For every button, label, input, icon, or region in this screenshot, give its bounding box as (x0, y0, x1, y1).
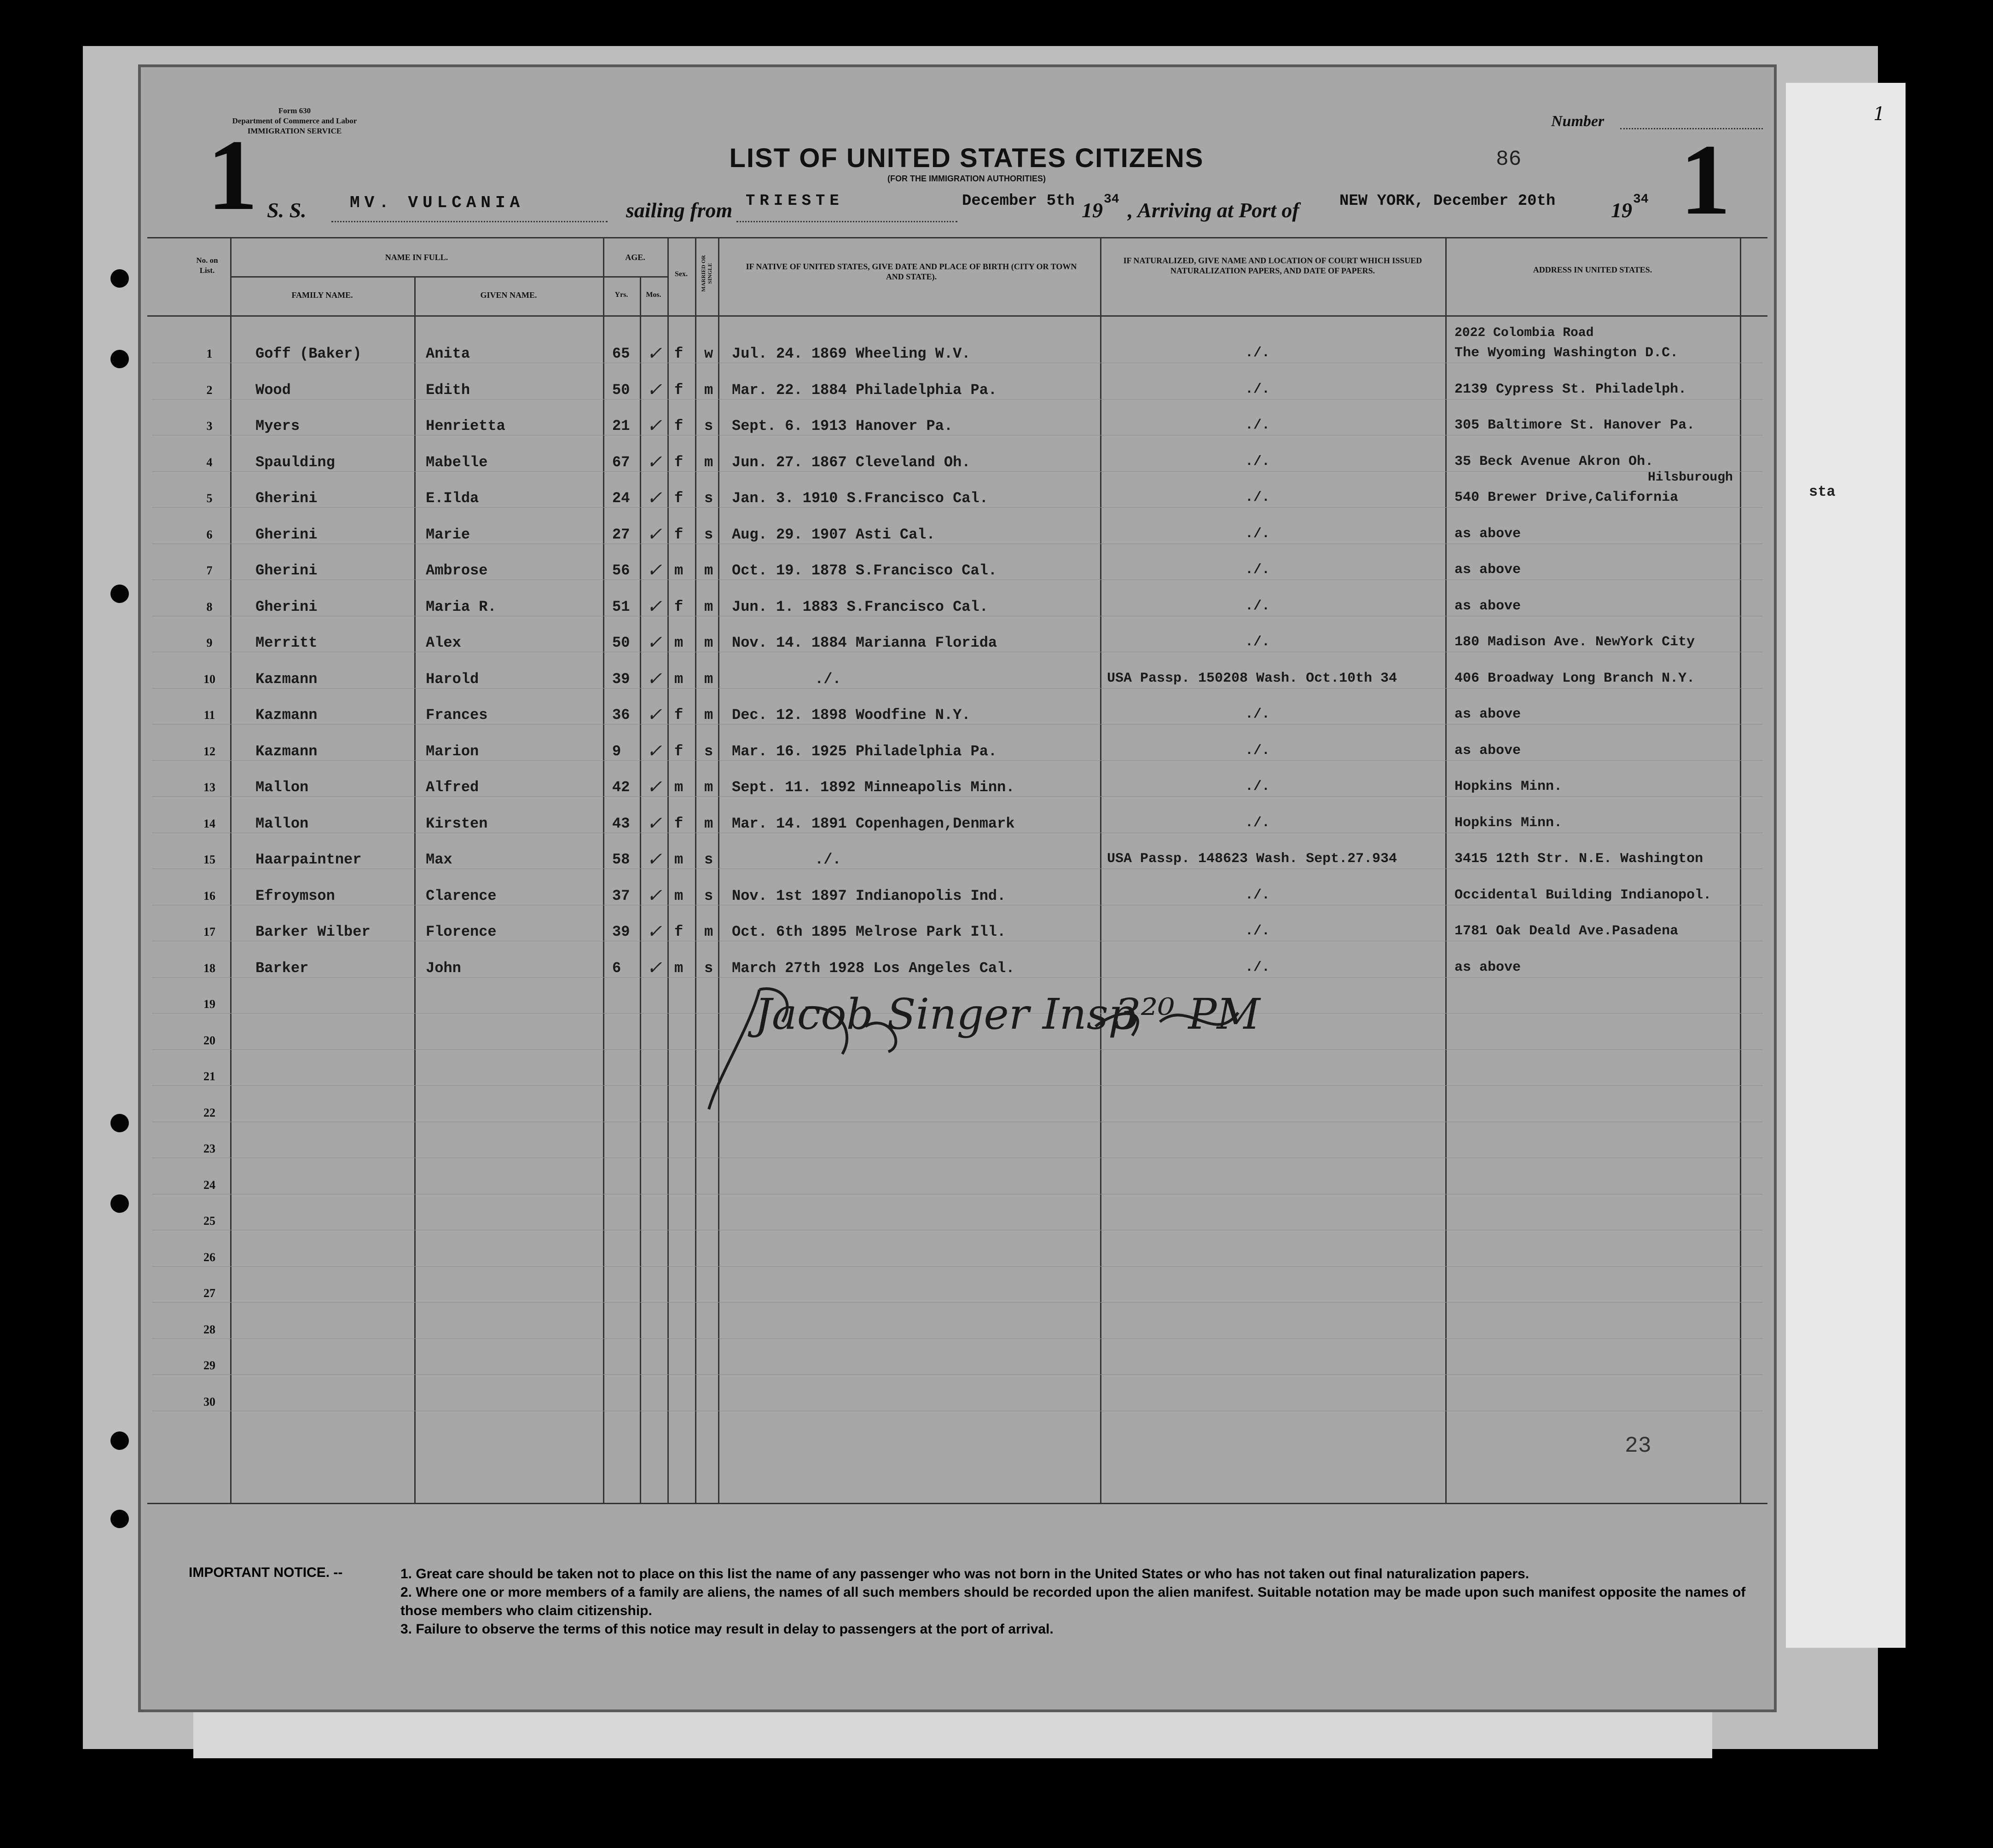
birth-date-place-cell: Oct. 19. 1878 S.Francisco Cal. (732, 562, 997, 579)
naturalization-cell: ./. (1245, 562, 1270, 578)
check-mark-icon: ✓ (647, 379, 662, 400)
sex-cell: f (674, 742, 684, 760)
number-line (1620, 128, 1763, 129)
birth-date-place-cell: Mar. 22. 1884 Philadelphia Pa. (732, 381, 997, 399)
sex-cell: m (674, 562, 684, 579)
form-number: Form 630 (278, 106, 311, 115)
given-name-cell: Clarence (426, 887, 497, 904)
marital-status-cell: m (704, 815, 713, 832)
family-name-cell: Spaulding (255, 453, 335, 471)
naturalization-cell: ./. (1245, 598, 1270, 614)
check-mark-icon: ✓ (647, 740, 662, 761)
department-name: Department of Commerce and Labor (232, 116, 357, 125)
address-cell: 180 Madison Ave. NewYork City (1454, 634, 1695, 650)
col-divider (1740, 237, 1741, 1503)
row-number: 13 (203, 781, 215, 794)
header-native-birth: IF NATIVE OF UNITED STATES, GIVE DATE AND PLACE OF BIRTH (CITY OR TOWN AND STATE). (746, 262, 1077, 281)
given-name-cell: Kirsten (426, 815, 488, 832)
sex-cell: m (674, 670, 684, 688)
address-cell: Occidental Building Indianopol. (1454, 887, 1712, 903)
service-name: IMMIGRATION SERVICE (247, 127, 342, 135)
marital-status-cell: s (704, 887, 713, 904)
given-name-cell: Henrietta (426, 417, 505, 434)
address-cell: Hopkins Minn. (1454, 779, 1563, 794)
row-number: 9 (206, 636, 213, 649)
birth-date-place-cell: Jul. 24. 1869 Wheeling W.V. (732, 345, 971, 362)
sex-cell: f (674, 490, 684, 507)
check-mark-icon: ✓ (647, 704, 662, 725)
address-cell: as above (1454, 707, 1521, 722)
col-divider (695, 237, 696, 1503)
birth-date-place-cell: ./. (815, 670, 841, 688)
marital-status-cell: m (704, 779, 713, 796)
address-cell: 3415 12th Str. N.E. Washington (1454, 851, 1703, 867)
family-name-cell: Gherini (255, 526, 318, 543)
naturalization-cell: ./. (1245, 490, 1270, 505)
birth-date-place-cell: Mar. 14. 1891 Copenhagen,Denmark (732, 815, 1015, 832)
row-rule (152, 760, 1763, 761)
row-rule (152, 796, 1763, 797)
address-cell: as above (1454, 742, 1521, 759)
col-divider (1100, 237, 1101, 1503)
row-rule (152, 579, 1763, 580)
handwritten-page-stamp: 23 (1625, 1434, 1651, 1459)
family-name-cell: Haarpaintner (255, 851, 362, 868)
family-name-cell: Efroymson (255, 887, 335, 904)
family-name-cell: Kazmann (255, 742, 318, 760)
family-name-cell: Gherini (255, 490, 318, 507)
header-mos: Mos. (646, 291, 661, 299)
age-years-cell: 56 (612, 562, 630, 579)
age-years-cell: 42 (612, 779, 630, 796)
given-name-cell: Alex (426, 634, 461, 651)
birth-date-place-cell: Jun. 27. 1867 Cleveland Oh. (732, 453, 971, 471)
address-cell: 406 Broadway Long Branch N.Y. (1454, 670, 1695, 686)
header-bottom-rule (147, 315, 1767, 317)
header-family-name: FAMILY NAME. (291, 290, 353, 300)
naturalization-cell: ./. (1245, 526, 1270, 542)
check-mark-icon: ✓ (647, 415, 662, 436)
age-years-cell: 43 (612, 815, 630, 832)
check-mark-icon: ✓ (647, 343, 662, 364)
row-number: 24 (203, 1178, 215, 1192)
check-mark-icon: ✓ (647, 957, 662, 978)
naturalization-cell: ./. (1245, 417, 1270, 433)
given-name-cell: Max (426, 851, 452, 868)
birth-date-place-cell: Nov. 1st 1897 Indianopolis Ind. (732, 887, 1006, 904)
row-number: 28 (203, 1322, 215, 1336)
age-years-cell: 58 (612, 851, 630, 868)
address-cell: 2139 Cypress St. Philadelph. (1454, 381, 1687, 397)
birth-date-place-cell: Mar. 16. 1925 Philadelphia Pa. (732, 742, 997, 760)
naturalization-cell: USA Passp. 150208 Wash. Oct.10th 34 (1107, 670, 1397, 686)
col-divider (1445, 237, 1447, 1503)
given-name-cell: Harold (426, 670, 479, 688)
given-name-cell: John (426, 959, 461, 977)
binder-hole (110, 1194, 129, 1213)
row-number: 23 (203, 1142, 215, 1155)
signature-time: 3²⁰ PM (1114, 990, 1260, 1039)
header-yrs: Yrs. (614, 291, 628, 299)
table-top-rule (147, 237, 1767, 238)
given-name-cell: Marion (426, 742, 479, 760)
header-age: AGE. (625, 253, 645, 262)
check-mark-icon: ✓ (647, 849, 662, 869)
header-name-in-full: NAME IN FULL. (385, 253, 448, 262)
address-cell: as above (1454, 959, 1521, 975)
row-number: 5 (206, 492, 213, 505)
row-rule (152, 688, 1763, 689)
family-name-cell: Myers (255, 417, 300, 434)
row-rule (152, 1266, 1763, 1267)
check-mark-icon: ✓ (647, 812, 662, 834)
marital-status-cell: m (704, 598, 713, 615)
row-number: 30 (203, 1395, 215, 1408)
row-number: 16 (203, 889, 215, 903)
row-number: 27 (203, 1286, 215, 1300)
row-rule (152, 471, 1763, 472)
header-sex: Sex. (675, 270, 688, 278)
edge-mark: 1 (1873, 104, 1885, 125)
marital-status-cell: m (704, 634, 713, 651)
check-mark-icon: ✓ (647, 632, 662, 653)
row-rule (152, 507, 1763, 508)
check-mark-icon: ✓ (647, 487, 662, 508)
address-cell: 1781 Oak Deald Ave.Pasadena (1454, 923, 1679, 939)
signature-text: Jacob Singer Insp (755, 990, 1136, 1039)
header-naturalized: IF NATURALIZED, GIVE NAME AND LOCATION OF COURT WHICH ISSUED NATURALIZATION PAPERS, AND DATE OF PAPERS. (1123, 256, 1422, 275)
row-number: 26 (203, 1250, 215, 1264)
ss-label: S. S. (267, 198, 307, 222)
row-number: 8 (206, 600, 213, 614)
row-number: 12 (203, 744, 215, 758)
notice-items (400, 1565, 1763, 1639)
birth-date-place-cell: March 27th 1928 Los Angeles Cal. (732, 959, 1015, 977)
page-subtitle: (FOR THE IMMIGRATION AUTHORITIES) (887, 174, 1046, 183)
given-name-cell: Florence (426, 923, 497, 940)
given-name-cell: Ambrose (426, 562, 488, 579)
row-rule (152, 1374, 1763, 1375)
sex-cell: f (674, 707, 684, 724)
address-cell: 35 Beck Avenue Akron Oh. (1454, 453, 1654, 469)
naturalization-cell: USA Passp. 148623 Wash. Sept.27.934 (1107, 851, 1397, 867)
address-cell: as above (1454, 562, 1521, 578)
table-bottom-rule (147, 1503, 1767, 1504)
age-years-cell: 50 (612, 381, 630, 399)
age-years-cell: 50 (612, 634, 630, 651)
row-number: 17 (203, 925, 215, 938)
age-years-cell: 24 (612, 490, 630, 507)
check-mark-icon: ✓ (647, 776, 662, 797)
birth-date-place-cell: Jun. 1. 1883 S.Francisco Cal. (732, 598, 988, 615)
check-mark-icon: ✓ (647, 921, 662, 942)
header-given-name: GIVEN NAME. (480, 290, 537, 300)
row-number: 3 (206, 419, 213, 433)
age-years-cell: 37 (612, 887, 630, 904)
sex-cell: f (674, 345, 684, 362)
marital-status-cell: s (704, 490, 713, 507)
ship-name: MV. VULCANIA (350, 193, 525, 212)
row-number: 10 (203, 672, 215, 686)
given-name-cell: E.Ilda (426, 490, 479, 507)
given-name-cell: Alfred (426, 779, 479, 796)
col-divider (667, 237, 669, 1503)
sex-cell: m (674, 634, 684, 651)
family-name-cell: Barker Wilber (255, 923, 371, 940)
given-name-cell: Frances (426, 707, 488, 724)
family-name-cell: Goff (Baker) (255, 345, 362, 362)
address-cell: Hopkins Minn. (1454, 815, 1563, 831)
naturalization-cell: ./. (1245, 742, 1270, 759)
birth-date-place-cell: Sept. 6. 1913 Hanover Pa. (732, 417, 953, 434)
age-years-cell: 67 (612, 453, 630, 471)
sex-cell: f (674, 923, 684, 940)
given-name-cell: Maria R. (426, 598, 497, 615)
sex-cell: m (674, 779, 684, 796)
notice-item-3: 3. Failure to observe the terms of this notice may result in delay to passengers at the port of arrival. (400, 1622, 1054, 1637)
given-name-cell: Anita (426, 345, 470, 362)
sailing-label: sailing from (626, 198, 733, 222)
birth-date-place-cell: Oct. 6th 1895 Melrose Park Ill. (732, 923, 1006, 940)
binder-hole (110, 1431, 129, 1450)
age-years-cell: 6 (612, 959, 621, 977)
given-name-cell: Marie (426, 526, 470, 543)
notice-label: IMPORTANT NOTICE. -- (189, 1565, 343, 1580)
family-name-cell: Mallon (255, 779, 309, 796)
row-number: 18 (203, 961, 215, 975)
sex-cell: f (674, 815, 684, 832)
sheet-number-left: 1 (207, 119, 258, 231)
address-cell: as above (1454, 526, 1521, 542)
given-name-cell: Mabelle (426, 453, 488, 471)
notice-item-2: 2. Where one or more members of a family are aliens, the names of all such members should be recorded upon the alien manifest. Suitable notation may be made upon such manifest opposite the names of those members who claim citizenship. (400, 1585, 1746, 1618)
address-cell: 540 Brewer Drive,California (1454, 490, 1679, 505)
naturalization-cell: ./. (1245, 634, 1270, 650)
marital-status-cell: s (704, 959, 713, 977)
check-mark-icon: ✓ (647, 451, 662, 472)
given-name-cell: Edith (426, 381, 470, 399)
family-name-cell: Barker (255, 959, 309, 977)
sex-cell: f (674, 417, 684, 434)
row-number: 15 (203, 853, 215, 866)
row-number: 21 (203, 1070, 215, 1083)
naturalization-cell: ./. (1245, 381, 1270, 397)
row-number: 11 (203, 708, 215, 722)
binder-hole (110, 1114, 129, 1132)
marital-status-cell: s (704, 742, 713, 760)
marital-status-cell: m (704, 923, 713, 940)
row-number: 1 (206, 347, 213, 360)
header-no-on-list: No. on List. (196, 256, 218, 275)
binder-hole (110, 1510, 129, 1528)
sex-cell: m (674, 887, 684, 904)
sex-cell: f (674, 453, 684, 471)
sex-cell: f (674, 381, 684, 399)
row-rule (152, 399, 1763, 400)
ship-underline (331, 221, 608, 222)
address-above-cell: 2022 Colombia Road (1454, 326, 1594, 340)
col-divider (414, 276, 416, 1503)
naturalization-cell: ./. (1245, 453, 1270, 469)
departure-port: TRIESTE (746, 192, 844, 210)
birth-date-place-cell: Nov. 14. 1884 Marianna Florida (732, 634, 997, 651)
sex-cell: m (674, 851, 684, 868)
number-label: Number (1551, 113, 1605, 130)
marital-status-cell: w (704, 345, 713, 362)
family-name-cell: Mallon (255, 815, 309, 832)
naturalization-cell: ./. (1245, 779, 1270, 794)
age-years-cell: 36 (612, 707, 630, 724)
binder-hole (110, 269, 129, 288)
family-name-cell: Wood (255, 381, 291, 399)
birth-date-place-cell: Jan. 3. 1910 S.Francisco Cal. (732, 490, 988, 507)
address-cell: The Wyoming Washington D.C. (1454, 345, 1679, 361)
naturalization-cell: ./. (1245, 815, 1270, 831)
address-cell: 305 Baltimore St. Hanover Pa. (1454, 417, 1695, 433)
notice-item-1: 1. Great care should be taken not to place on this list the name of any passenger who was not born in the United States or who has not taken out final naturalization papers. (400, 1566, 1530, 1582)
sex-cell: f (674, 526, 684, 543)
arriving-label: , Arriving at Port of (1128, 198, 1299, 222)
family-name-cell: Gherini (255, 562, 318, 579)
marital-status-cell: m (704, 453, 713, 471)
row-number: 2 (206, 383, 213, 397)
row-number: 4 (206, 455, 213, 469)
check-mark-icon: ✓ (647, 523, 662, 545)
row-number: 14 (203, 817, 215, 830)
address-cell: as above (1454, 598, 1521, 614)
row-number: 22 (203, 1106, 215, 1119)
row-rule (152, 1338, 1763, 1339)
age-years-cell: 9 (612, 742, 621, 760)
sex-cell: f (674, 598, 684, 615)
birth-date-place-cell: Aug. 29. 1907 Asti Cal. (732, 526, 935, 543)
age-subheader-rule (603, 276, 667, 278)
col-divider (640, 276, 641, 1503)
naturalization-cell: ./. (1245, 959, 1270, 975)
row-number: 29 (203, 1359, 215, 1372)
header-married-single: MARRIED OR SINGLE (700, 255, 713, 292)
col-divider (718, 237, 719, 1503)
family-name-cell: Kazmann (255, 707, 318, 724)
year-suffix-2: 34 (1633, 192, 1649, 207)
marital-status-cell: s (704, 417, 713, 434)
year-prefix-2: 19 (1611, 198, 1632, 222)
age-years-cell: 51 (612, 598, 630, 615)
row-number: 19 (203, 997, 215, 1011)
page-title: LIST OF UNITED STATES CITIZENS (729, 143, 1204, 173)
row-number: 20 (203, 1033, 215, 1047)
age-years-cell: 27 (612, 526, 630, 543)
marital-status-cell: m (704, 707, 713, 724)
binder-hole (110, 585, 129, 603)
check-mark-icon: ✓ (647, 885, 662, 906)
marital-status-cell: m (704, 562, 713, 579)
edge-fragment: sta (1809, 483, 1836, 500)
marital-status-cell: s (704, 526, 713, 543)
birth-date-place-cell: Sept. 11. 1892 Minneapolis Minn. (732, 779, 1015, 796)
address-above-cell: Hilsburough (1648, 470, 1733, 485)
row-number: 6 (206, 527, 213, 541)
back-page-right (1786, 83, 1906, 1648)
col-divider (230, 237, 232, 1503)
naturalization-cell: ./. (1245, 923, 1270, 939)
year-prefix-1: 19 (1082, 198, 1103, 222)
age-years-cell: 65 (612, 345, 630, 362)
check-mark-icon: ✓ (647, 560, 662, 580)
arrival-port-date: NEW YORK, December 20th (1339, 192, 1556, 210)
name-subheader-rule (230, 276, 603, 278)
number-value: 86 (1496, 147, 1522, 171)
age-years-cell: 21 (612, 417, 630, 434)
sheet-number-right: 1 (1680, 123, 1731, 236)
age-years-cell: 39 (612, 670, 630, 688)
check-mark-icon: ✓ (647, 668, 662, 689)
age-years-cell: 39 (612, 923, 630, 940)
row-number: 25 (203, 1214, 215, 1228)
marital-status-cell: s (704, 851, 713, 868)
row-rule (152, 1302, 1763, 1303)
family-name-cell: Kazmann (255, 670, 318, 688)
birth-date-place-cell: Dec. 12. 1898 Woodfine N.Y. (732, 707, 971, 724)
binder-hole (110, 350, 129, 368)
departure-underline (736, 221, 957, 222)
naturalization-cell: ./. (1245, 345, 1270, 361)
family-name-cell: Gherini (255, 598, 318, 615)
family-name-cell: Merritt (255, 634, 318, 651)
birth-date-place-cell: ./. (815, 851, 841, 868)
check-mark-icon: ✓ (647, 596, 662, 617)
year-suffix-1: 34 (1104, 192, 1119, 207)
header-address: ADDRESS IN UNITED STATES. (1533, 265, 1652, 274)
departure-date: December 5th (962, 192, 1075, 210)
naturalization-cell: ./. (1245, 887, 1270, 903)
naturalization-cell: ./. (1245, 707, 1270, 722)
marital-status-cell: m (704, 670, 713, 688)
marital-status-cell: m (704, 381, 713, 399)
col-divider (603, 237, 604, 1503)
row-number: 7 (206, 564, 213, 577)
sex-cell: m (674, 959, 684, 977)
